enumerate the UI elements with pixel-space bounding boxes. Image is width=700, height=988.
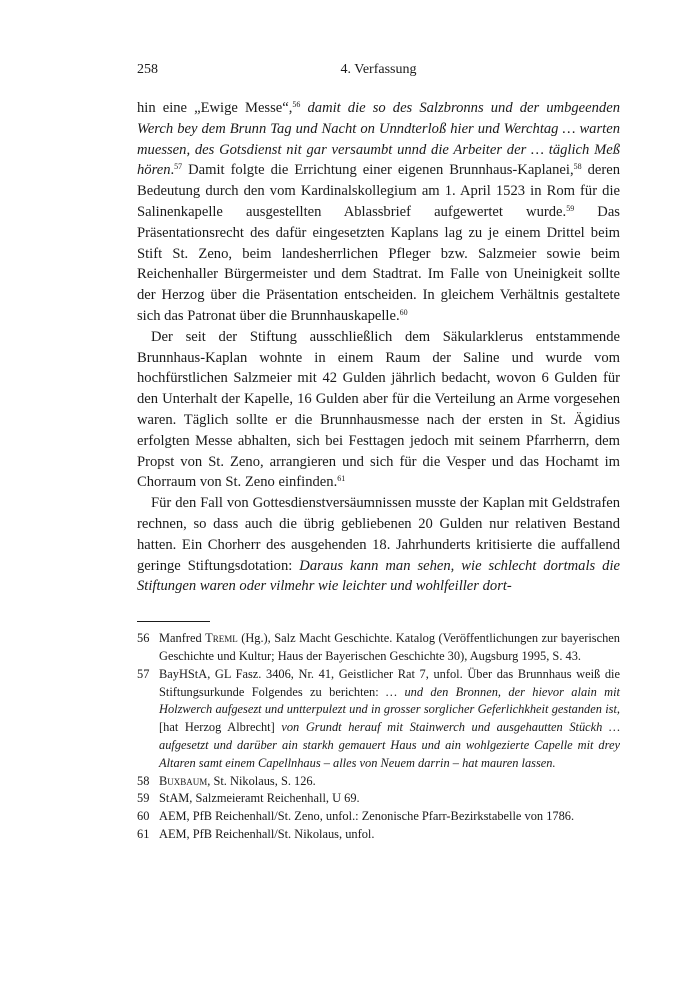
- paragraph-2: [137, 327, 620, 493]
- footnote-number: 60: [137, 809, 150, 824]
- footnote-ref-59[interactable]: 59: [566, 203, 575, 213]
- text: Für den Fall von Gottesdienstversäumnissen musste der Kaplan mit Geldstrafen rechnen, so dass auch die übrig gebliebenen 20 Gulden nur relativen Bestand hatten. Ein Chorherr des ausgehenden 18. Jahrhunderts kritisierte die auffallend geringe Stiftungsdotation:: [137, 495, 620, 574]
- footnote-ref-58[interactable]: 58: [573, 162, 582, 172]
- text: , St. Nikolaus, S. 126.: [207, 773, 316, 788]
- text: AEM, PfB Reichenhall/St. Zeno, unfol.: Zenonische Pfarr-Bezirkstabelle von 1786.: [159, 809, 575, 824]
- footnote-number: 56: [137, 631, 150, 646]
- footnote-59: [137, 790, 620, 808]
- paragraph-3: [137, 493, 620, 597]
- text: (Hg.), Salz Macht Geschichte. Katalog (Veröffentlichungen zur bayerischen Geschichte und Kultur; Haus der Bayerischen Geschichte 30), Augsburg 1995, S. 43.: [159, 631, 620, 663]
- book-page: [137, 62, 620, 844]
- footnote-number: 58: [137, 773, 150, 788]
- running-title: 4. Verfassung: [340, 62, 417, 77]
- text: hin eine „Ewige Messe“,: [137, 100, 293, 116]
- text: deren Bedeutung durch den vom Kardinalskollegium am 1. April 1523 in Rom für die Salinenkapelle ausgestellten Ablassbrief aufgewertet wurde.: [137, 162, 620, 220]
- text: .: [170, 162, 175, 179]
- main-text: [137, 98, 620, 597]
- quote-text: Daraus kann man sehen, wie schlecht dortmals die Stiftungen waren oder vilmehr wie leichter und wohlfeiller dort-: [137, 557, 620, 595]
- footnote-ref-56[interactable]: 56: [292, 100, 301, 109]
- text: Das Präsentationsrecht des dafür eingesetzten Kaplans lag zu je einem Drittel beim Stift St. Zeno, beim landesherrlichen Pfleger bzw. Salzmeier sowie beim Reichenhaller Bürgermeister und dem Stadtrat. Im Falle von Uneinigkeit sollte der Herzog über die Präsentation entscheiden. In gleichem Verhältnis gestaltete sich das Patronat über die Brunnhauskapelle.: [137, 203, 620, 324]
- footnote-divider: [137, 621, 210, 622]
- footnote-number: 61: [137, 826, 150, 841]
- footnote-number: 59: [137, 791, 150, 806]
- footnote-58: [137, 773, 620, 791]
- text: StAM, Salzmeieramt Reichenhall, U 69.: [159, 791, 360, 806]
- text: Manfred: [159, 631, 206, 646]
- text: [hat Herzog Albrecht]: [159, 720, 282, 735]
- footnote-60: [137, 808, 620, 826]
- author-name: Treml: [205, 631, 238, 646]
- author-name: Buxbaum: [159, 773, 208, 788]
- footnote-ref-60[interactable]: 60: [399, 307, 408, 317]
- text: BayHStA, GL Fasz. 3406, Nr. 41, Geistlicher Rat 7, unfol. Über das Brunnhaus weiß die Stiftungsurkunde Folgendes zu berichten:: [159, 666, 620, 699]
- footnote-number: 57: [137, 666, 150, 681]
- text: Der seit der Stiftung ausschließlich dem Säkularklerus entstammende Brunnhaus-Kaplan wohnte in einem Raum der Saline und wurde vom hochfürstlichen Salzmeier mit 42 Gulden jährlich bedacht, wovon 6 Gulden für den Unterhalt der Kapelle, 16 Gulden aber für die Verteilung an Arme vorgesehen waren. Täglich sollte er die Brunnhausmesse nach der ersten in St. Ägidius erfolgten Messe abhalten, sich bei Festtagen jedoch mit seinem Pfarrherrn, dem Propst von St. Zeno, arrangieren und sich für die Vesper und das Hochamt im Chorraum von St. Zeno einfinden.: [137, 328, 620, 491]
- footnote-61: [137, 826, 620, 844]
- quote-text: … und den Bronnen, der hievor alain mit Holzwerch aufgesezt und untterpulezt und in grosser sorglicher Geferlichkheit gestanden ist,: [159, 684, 620, 717]
- quote-text: damit die so des Salzbronns und der umbgeenden Werch bey dem Brunn Tag und Nacht on Unndterloß hier und Werchtag … warten muessen, des Gotsdienst nit gar versaumbt unnd die Arbeiter der … täglich Meß hören: [137, 100, 621, 179]
- text: AEM, PfB Reichenhall/St. Nikolaus, unfol.: [159, 826, 375, 841]
- quote-text: von Grundt herauf mit Stainwerch und ausgehautten Stückh … aufgesetzt und darüber ain starkh gemauert Haus und ain wohlgezierte Capelle mit drey Altaren samt einem Capellnhaus – alles von Neuem darrin – hat mauren lassen.: [159, 720, 620, 770]
- text: Damit folgte die Errichtung einer eigenen Brunnhaus-Kaplanei,: [182, 162, 574, 179]
- page-number: 258: [137, 62, 158, 77]
- footnote-ref-57[interactable]: 57: [174, 162, 183, 172]
- footnote-ref-61[interactable]: 61: [337, 474, 346, 484]
- footnote-57: [137, 666, 620, 773]
- footnote-56: [137, 630, 620, 666]
- paragraph-1: [137, 98, 620, 327]
- page-header: [137, 62, 620, 82]
- footnotes: [137, 630, 620, 844]
